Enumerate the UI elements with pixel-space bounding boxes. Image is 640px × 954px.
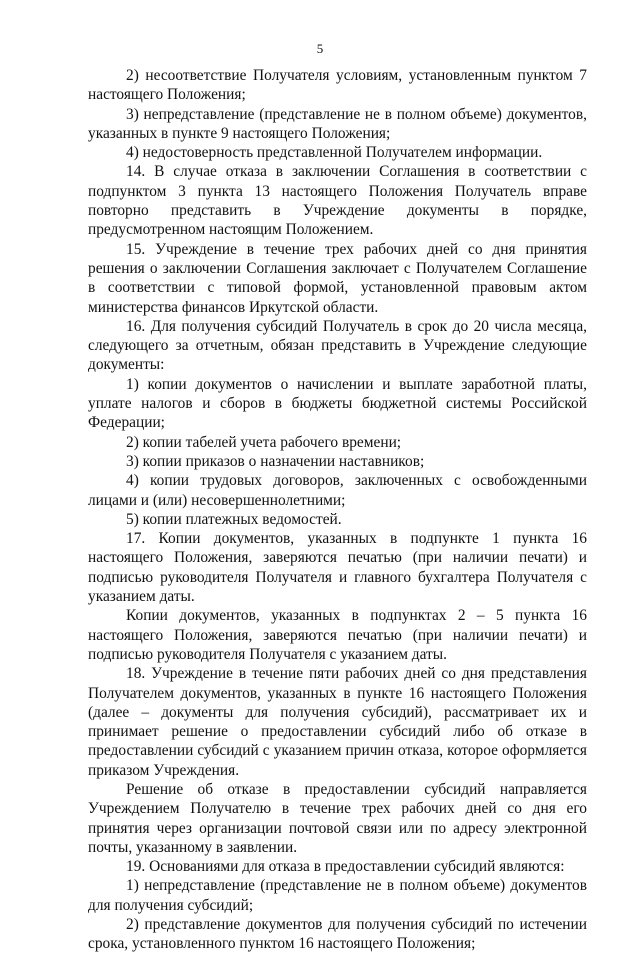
clause-16: 16. Для получения субсидий Получатель в срок до 20 числа месяца, следующего за отчетным, обязан представить в Учреждение следующие документы: (88, 317, 587, 374)
clause-14: 14. В случае отказа в заключении Соглашения в соответствии с подпунктом 3 пункта 13 настоящего Положения Получатель вправе повторно представить в Учреждение документы в порядке, предусмотренном настоящим Положением. (88, 163, 587, 239)
clause-17: 17. Копии документов, указанных в подпункте 1 пункта 16 настоящего Положения, заверяются печатью (при наличии печати) и подписью руководителя Получателя и главного бухгалтера Получателя с указанием даты. (88, 530, 587, 606)
clause-19: 19. Основаниями для отказа в предоставлении субсидий являются: (126, 858, 565, 876)
clause-16-item-4: 4) копии трудовых договоров, заключенных с освобожденными лицами и (или) несовершеннолетними; (88, 472, 587, 509)
clause-15: 15. Учреждение в течение трех рабочих дней со дня принятия решения о заключении Соглашения заключает с Получателем Соглашение в соответствии с типовой формой, установленной правовым актом министерства финансов Иркутской области. (88, 240, 587, 316)
clause-18-refusal-notice: Решение об отказе в предоставлении субсидий направляется Учреждением Получателю в течение трех рабочих дней со дня его принятия через организации почтовой связи или по адресу электронной почты, указанному в заявлении. (88, 780, 587, 856)
paragraph-3-nonsubmission: 3) непредставление (представление не в полном объеме) документов, указанных в пункте 9 настоящего Положения; (88, 105, 587, 142)
clause-17-continuation: Копии документов, указанных в подпунктах 2 – 5 пункта 16 настоящего Положения, заверяются печатью (при наличии печати) и подписью руководителя Получателя с указанием даты. (88, 607, 587, 663)
clause-16-item-3: 3) копии приказов о назначении наставников; (126, 452, 425, 470)
clause-16-item-1: 1) копии документов о начислении и выплате заработной платы, уплате налогов и сборов в бюджеты бюджетной системы Российской Федерации; (88, 375, 587, 432)
page-number: 5 (316, 41, 324, 56)
clause-19-item-1: 1) непредставление (представление не в полном объеме) документов для получения субсидий; (88, 877, 587, 914)
paragraph-4-inaccuracy: 4) недостоверность представленной Получателем информации. (126, 144, 543, 162)
document-body (88, 66, 587, 954)
clause-16-item-2: 2) копии табелей учета рабочего времени; (126, 433, 402, 451)
clause-19-item-2: 2) представление документов для получения субсидий по истечении срока, установленного пунктом 16 настоящего Положения; (88, 916, 587, 953)
clause-16-item-5: 5) копии платежных ведомостей. (126, 510, 342, 528)
paragraph-2-nonconformity: 2) несоответствие Получателя условиям, установленным пунктом 7 настоящего Положения; (88, 67, 587, 104)
clause-18: 18. Учреждение в течение пяти рабочих дней со дня представления Получателем документов, указанных в пункте 16 настоящего Положения (далее – документы для получения субсидий), рассматривает их и принимает решение о предоставлении субсидий либо об отказе в предоставлении субсидий с указанием причин отказа, которое оформляется приказом Учреждения. (88, 665, 587, 779)
